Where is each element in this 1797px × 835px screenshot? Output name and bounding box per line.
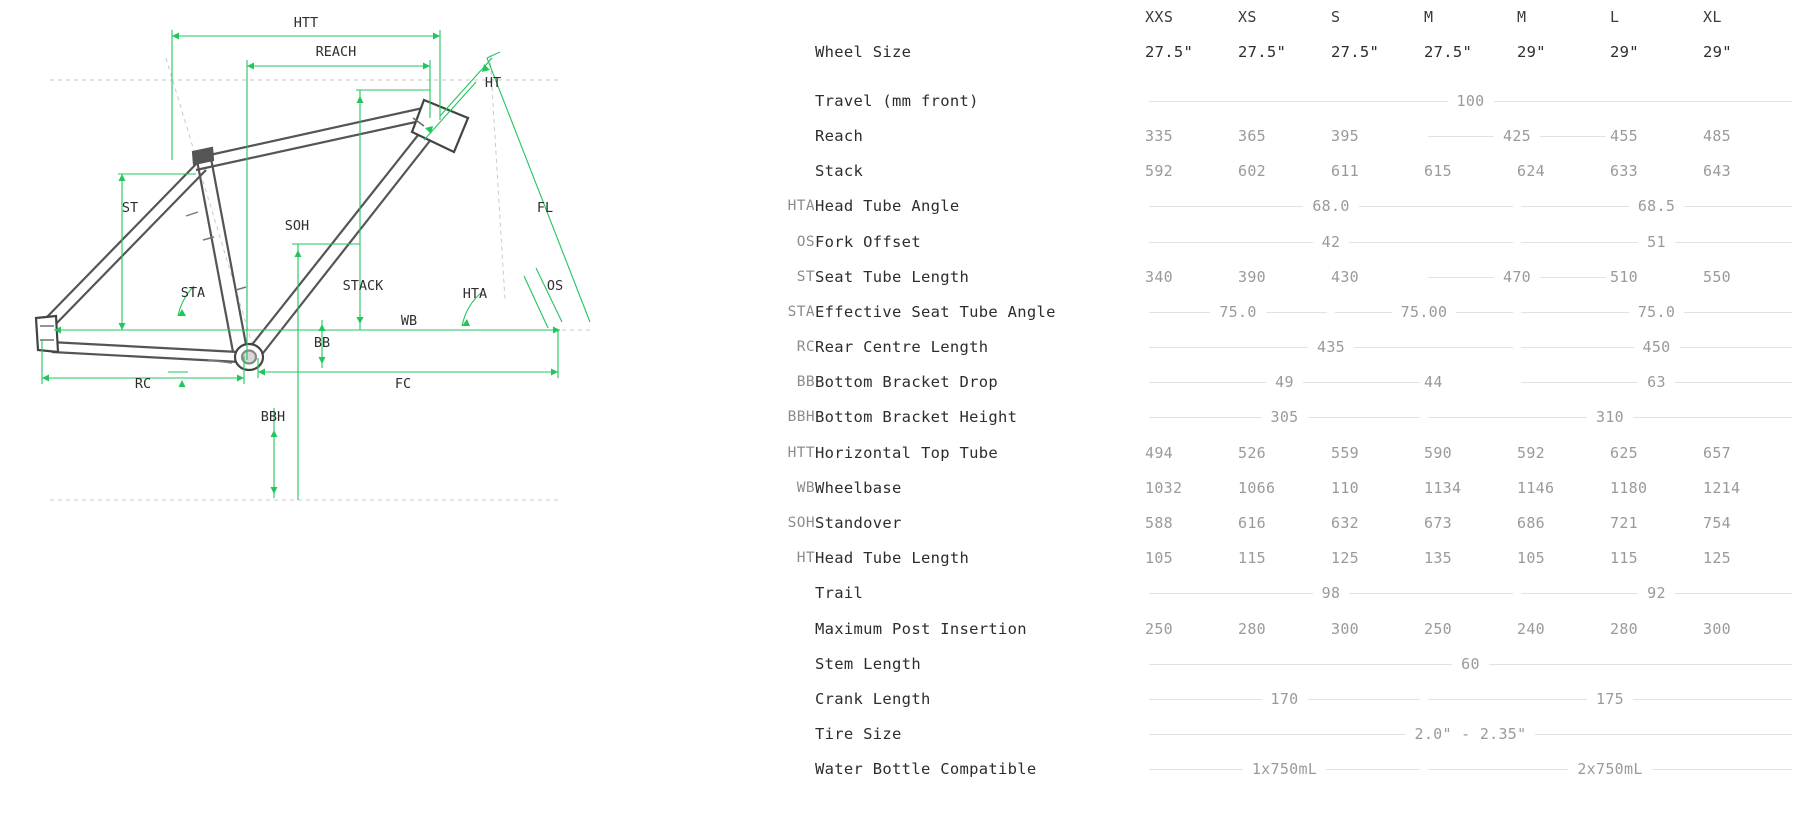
diagram-label-soh: SOH xyxy=(284,218,310,234)
row-label-crank-length: Crank Length xyxy=(815,689,931,708)
span-value-text: 310 xyxy=(1587,408,1633,426)
row-label-standover: Standover xyxy=(815,514,902,533)
cell-horizontal-top-tube-xs-1: 526 xyxy=(1238,443,1266,462)
row-label-rear-centre-length: Rear Centre Length xyxy=(815,338,989,357)
cell-wheelbase-m-3: 1134 xyxy=(1424,478,1462,497)
cell-reach-s-2: 395 xyxy=(1331,126,1359,145)
row-span-value-seat-tube-length-0 xyxy=(1424,259,1610,294)
span-value-text: 305 xyxy=(1262,408,1308,426)
row-abbr-horizontal-top-tube: HTT xyxy=(787,444,815,461)
row-label-maximum-post-insertion: Maximum Post Insertion xyxy=(815,619,1027,638)
cell-horizontal-top-tube-s-2: 559 xyxy=(1331,443,1359,462)
span-value-text: 92 xyxy=(1638,584,1675,602)
row-abbr-head-tube-length: HT xyxy=(796,550,815,567)
table-row xyxy=(755,681,1796,716)
row-abbr-bottom-bracket-drop: BB xyxy=(796,374,815,391)
size-header-m2: M xyxy=(1517,8,1527,26)
row-label-effective-seat-tube-angle: Effective Seat Tube Angle xyxy=(815,302,1056,321)
span-value-text: 470 xyxy=(1494,268,1540,286)
cell-standover-s-2: 632 xyxy=(1331,514,1359,533)
row-label-fork-offset: Fork Offset xyxy=(815,232,921,251)
row-label-seat-tube-length: Seat Tube Length xyxy=(815,267,970,286)
span-value-text: 1x750mL xyxy=(1243,760,1326,778)
row-spacer-cell xyxy=(755,69,1796,83)
row-span-value-effective-seat-tube-angle-1 xyxy=(1331,294,1517,329)
row-abbr-reach xyxy=(755,118,815,153)
cell-standover-m-3: 673 xyxy=(1424,514,1452,533)
row-label-tire-size: Tire Size xyxy=(815,725,902,744)
geometry-table-body xyxy=(755,34,1796,787)
table-row xyxy=(755,576,1796,611)
cell-seat-tube-length-l-5: 510 xyxy=(1610,267,1638,286)
cell-stack-m-4: 624 xyxy=(1517,162,1545,181)
table-row xyxy=(755,435,1796,470)
construction-lines xyxy=(50,55,590,500)
span-value-text: 75.0 xyxy=(1210,303,1265,321)
row-span-value-rear-centre-length-0 xyxy=(1145,330,1517,365)
row-span-value-travel-mm-front-0 xyxy=(1145,83,1796,118)
bike-frame-geometry-diagram xyxy=(0,0,760,600)
row-span-value-trail-1 xyxy=(1517,576,1796,611)
table-row xyxy=(755,224,1796,259)
cell-standover-xs-1: 616 xyxy=(1238,514,1266,533)
row-abbr-fork-offset: OS xyxy=(796,233,815,250)
cell-wheelbase-s-2: 110 xyxy=(1331,478,1359,497)
row-span-value-trail-0 xyxy=(1145,576,1517,611)
span-value-text: 68.5 xyxy=(1629,197,1684,215)
span-value-text: 175 xyxy=(1587,690,1633,708)
table-row xyxy=(755,752,1796,787)
cell-standover-xxs-0: 588 xyxy=(1145,514,1173,533)
cell-reach-xxs-0: 335 xyxy=(1145,126,1173,145)
geometry-table xyxy=(755,0,1797,820)
span-value-text: 49 xyxy=(1266,373,1303,391)
cell-stack-xs-1: 602 xyxy=(1238,162,1266,181)
cell-head-tube-length-m-4: 105 xyxy=(1517,549,1545,568)
row-span-value-bottom-bracket-drop-1 xyxy=(1517,365,1796,400)
row-abbr-head-tube-angle: HTA xyxy=(787,198,815,215)
row-abbr-maximum-post-insertion xyxy=(755,611,815,646)
row-label-head-tube-angle: Head Tube Angle xyxy=(815,197,960,216)
cell-horizontal-top-tube-m-4: 592 xyxy=(1517,443,1545,462)
row-abbr-standover: SOH xyxy=(787,515,815,532)
row-abbr-tire-size xyxy=(755,717,815,752)
row-abbr-seat-tube-length: ST xyxy=(796,268,815,285)
cell-head-tube-length-m-3: 135 xyxy=(1424,549,1452,568)
cell-head-tube-length-l-5: 115 xyxy=(1610,549,1638,568)
span-value-text: 75.00 xyxy=(1392,303,1457,321)
row-span-value-stem-length-0 xyxy=(1145,646,1796,681)
row-abbr-travel-mm-front xyxy=(755,83,815,118)
table-row xyxy=(755,118,1796,153)
size-header-s: S xyxy=(1331,8,1341,26)
cell-wheel-size-m-3: 27.5" xyxy=(1424,42,1473,61)
row-span-value-head-tube-angle-1 xyxy=(1517,189,1796,224)
table-row xyxy=(755,717,1796,752)
cell-wheel-size-m-4: 29" xyxy=(1517,42,1546,61)
cell-head-tube-length-xs-1: 115 xyxy=(1238,549,1266,568)
row-label-horizontal-top-tube: Horizontal Top Tube xyxy=(815,443,999,462)
diagram-label-htt: HTT xyxy=(293,15,319,31)
diagram-labels xyxy=(122,15,563,425)
row-abbr-bottom-bracket-height: BBH xyxy=(787,409,815,426)
cell-bottom-bracket-drop-m-3: 44 xyxy=(1424,373,1443,392)
cell-horizontal-top-tube-l-5: 625 xyxy=(1610,443,1638,462)
cell-standover-l-5: 721 xyxy=(1610,514,1638,533)
cell-stack-s-2: 611 xyxy=(1331,162,1359,181)
row-spacer xyxy=(755,69,1796,83)
row-span-value-crank-length-0 xyxy=(1145,681,1424,716)
cell-stack-xl-6: 643 xyxy=(1703,162,1731,181)
diagram-label-fc: FC xyxy=(394,376,412,392)
cell-maximum-post-insertion-s-2: 300 xyxy=(1331,619,1359,638)
cell-wheelbase-m-4: 1146 xyxy=(1517,478,1555,497)
table-row xyxy=(755,470,1796,505)
row-abbr-stem-length xyxy=(755,646,815,681)
row-label-trail: Trail xyxy=(815,584,864,603)
row-span-value-reach-0 xyxy=(1424,118,1610,153)
span-value-text: 60 xyxy=(1452,655,1489,673)
cell-maximum-post-insertion-m-4: 240 xyxy=(1517,619,1545,638)
table-row xyxy=(755,541,1796,576)
cell-wheel-size-l-5: 29" xyxy=(1610,42,1639,61)
span-value-text: 75.0 xyxy=(1629,303,1684,321)
cell-head-tube-length-xxs-0: 105 xyxy=(1145,549,1173,568)
row-abbr-stack xyxy=(755,154,815,189)
cell-stack-xxs-0: 592 xyxy=(1145,162,1173,181)
row-label-water-bottle-compatible: Water Bottle Compatible xyxy=(815,760,1037,779)
diagram-label-wb: WB xyxy=(400,313,418,329)
row-abbr-effective-seat-tube-angle: STA xyxy=(787,303,815,320)
diagram-label-stack: STACK xyxy=(342,278,384,294)
size-header-xxs: XXS xyxy=(1145,8,1174,26)
cell-seat-tube-length-s-2: 430 xyxy=(1331,267,1359,286)
row-label-bottom-bracket-drop: Bottom Bracket Drop xyxy=(815,373,999,392)
cell-horizontal-top-tube-m-3: 590 xyxy=(1424,443,1452,462)
span-value-text: 98 xyxy=(1313,584,1350,602)
span-value-text: 2x750mL xyxy=(1568,760,1651,778)
cell-maximum-post-insertion-xxs-0: 250 xyxy=(1145,619,1173,638)
table-row xyxy=(755,400,1796,435)
size-header-row xyxy=(755,0,1796,34)
diagram-label-hta: HTA xyxy=(462,286,488,302)
span-value-text: 435 xyxy=(1308,338,1354,356)
cell-stack-m-3: 615 xyxy=(1424,162,1452,181)
diagram-label-ht: HT xyxy=(484,75,502,91)
cell-wheel-size-s-2: 27.5" xyxy=(1331,42,1380,61)
row-span-value-bottom-bracket-height-0 xyxy=(1145,400,1424,435)
cell-reach-xl-6: 485 xyxy=(1703,126,1731,145)
row-span-value-head-tube-angle-0 xyxy=(1145,189,1517,224)
row-abbr-trail xyxy=(755,576,815,611)
table-row xyxy=(755,505,1796,540)
diagram-label-sta: STA xyxy=(180,285,206,301)
row-label-wheelbase: Wheelbase xyxy=(815,478,902,497)
row-abbr-wheelbase: WB xyxy=(796,479,815,496)
span-value-text: 425 xyxy=(1494,127,1540,145)
table-row xyxy=(755,365,1796,400)
cell-wheelbase-xs-1: 1066 xyxy=(1238,478,1276,497)
row-span-value-fork-offset-1 xyxy=(1517,224,1796,259)
diagram-label-rc: RC xyxy=(134,376,152,392)
row-abbr-rear-centre-length: RC xyxy=(796,339,815,356)
cell-wheelbase-l-5: 1180 xyxy=(1610,478,1648,497)
header-spacer-abbr xyxy=(755,0,815,34)
diagram-label-fl: FL xyxy=(536,200,554,216)
cell-wheelbase-xl-6: 1214 xyxy=(1703,478,1741,497)
diagram-label-st: ST xyxy=(121,200,139,216)
size-header-xs: XS xyxy=(1238,8,1257,26)
cell-maximum-post-insertion-l-5: 280 xyxy=(1610,619,1638,638)
span-value-text: 51 xyxy=(1638,233,1675,251)
cell-wheel-size-xl-6: 29" xyxy=(1703,42,1732,61)
span-value-text: 42 xyxy=(1313,233,1350,251)
header-spacer-label xyxy=(815,0,1145,34)
row-label-head-tube-length: Head Tube Length xyxy=(815,549,970,568)
cell-horizontal-top-tube-xl-6: 657 xyxy=(1703,443,1731,462)
cell-stack-l-5: 633 xyxy=(1610,162,1638,181)
row-abbr-crank-length xyxy=(755,681,815,716)
row-span-value-water-bottle-compatible-0 xyxy=(1145,752,1424,787)
row-span-value-tire-size-0 xyxy=(1145,717,1796,752)
row-span-value-fork-offset-0 xyxy=(1145,224,1517,259)
span-value-text: 100 xyxy=(1448,92,1494,110)
table-row xyxy=(755,611,1796,646)
row-label-bottom-bracket-height: Bottom Bracket Height xyxy=(815,408,1018,427)
row-label-stack: Stack xyxy=(815,162,864,181)
cell-horizontal-top-tube-xxs-0: 494 xyxy=(1145,443,1173,462)
size-header-xl: XL xyxy=(1703,8,1722,26)
row-span-value-bottom-bracket-drop-0 xyxy=(1145,365,1424,400)
table-row xyxy=(755,294,1796,329)
cell-reach-xs-1: 365 xyxy=(1238,126,1266,145)
table-row xyxy=(755,154,1796,189)
cell-seat-tube-length-xxs-0: 340 xyxy=(1145,267,1173,286)
row-label-wheel-size: Wheel Size xyxy=(815,42,912,61)
cell-wheel-size-xs-1: 27.5" xyxy=(1238,42,1287,61)
table-row xyxy=(755,34,1796,69)
cell-maximum-post-insertion-xl-6: 300 xyxy=(1703,619,1731,638)
size-header-m1: M xyxy=(1424,8,1434,26)
table-row xyxy=(755,646,1796,681)
span-value-text: 2.0" - 2.35" xyxy=(1406,725,1536,743)
cell-standover-xl-6: 754 xyxy=(1703,514,1731,533)
row-abbr-wheel-size xyxy=(755,34,815,69)
geometry-spec-table xyxy=(755,0,1796,787)
cell-maximum-post-insertion-xs-1: 280 xyxy=(1238,619,1266,638)
diagram-label-bb: BB xyxy=(313,335,331,351)
row-span-value-effective-seat-tube-angle-0 xyxy=(1145,294,1331,329)
row-span-value-water-bottle-compatible-1 xyxy=(1424,752,1796,787)
cell-seat-tube-length-xl-6: 550 xyxy=(1703,267,1731,286)
span-value-text: 63 xyxy=(1638,373,1675,391)
row-label-travel-mm-front: Travel (mm front) xyxy=(815,91,979,110)
cell-maximum-post-insertion-m-3: 250 xyxy=(1424,619,1452,638)
row-span-value-effective-seat-tube-angle-2 xyxy=(1517,294,1796,329)
cell-seat-tube-length-xs-1: 390 xyxy=(1238,267,1266,286)
table-row xyxy=(755,83,1796,118)
cell-reach-l-5: 455 xyxy=(1610,126,1638,145)
row-span-value-rear-centre-length-1 xyxy=(1517,330,1796,365)
cell-standover-m-4: 686 xyxy=(1517,514,1545,533)
span-value-text: 68.0 xyxy=(1303,197,1358,215)
cell-head-tube-length-xl-6: 125 xyxy=(1703,549,1731,568)
table-row xyxy=(755,259,1796,294)
diagram-label-reach: REACH xyxy=(315,44,357,60)
span-value-text: 170 xyxy=(1262,690,1308,708)
cell-wheelbase-xxs-0: 1032 xyxy=(1145,478,1183,497)
diagram-label-bbh: BBH xyxy=(260,409,286,425)
span-value-text: 450 xyxy=(1634,338,1680,356)
diagram-label-os: OS xyxy=(546,278,564,294)
row-span-value-crank-length-1 xyxy=(1424,681,1796,716)
row-label-reach: Reach xyxy=(815,126,864,145)
row-label-stem-length: Stem Length xyxy=(815,654,921,673)
cell-head-tube-length-s-2: 125 xyxy=(1331,549,1359,568)
table-row xyxy=(755,330,1796,365)
size-header-l: L xyxy=(1610,8,1620,26)
table-row xyxy=(755,189,1796,224)
cell-wheel-size-xxs-0: 27.5" xyxy=(1145,42,1194,61)
row-span-value-bottom-bracket-height-1 xyxy=(1424,400,1796,435)
row-abbr-water-bottle-compatible xyxy=(755,752,815,787)
